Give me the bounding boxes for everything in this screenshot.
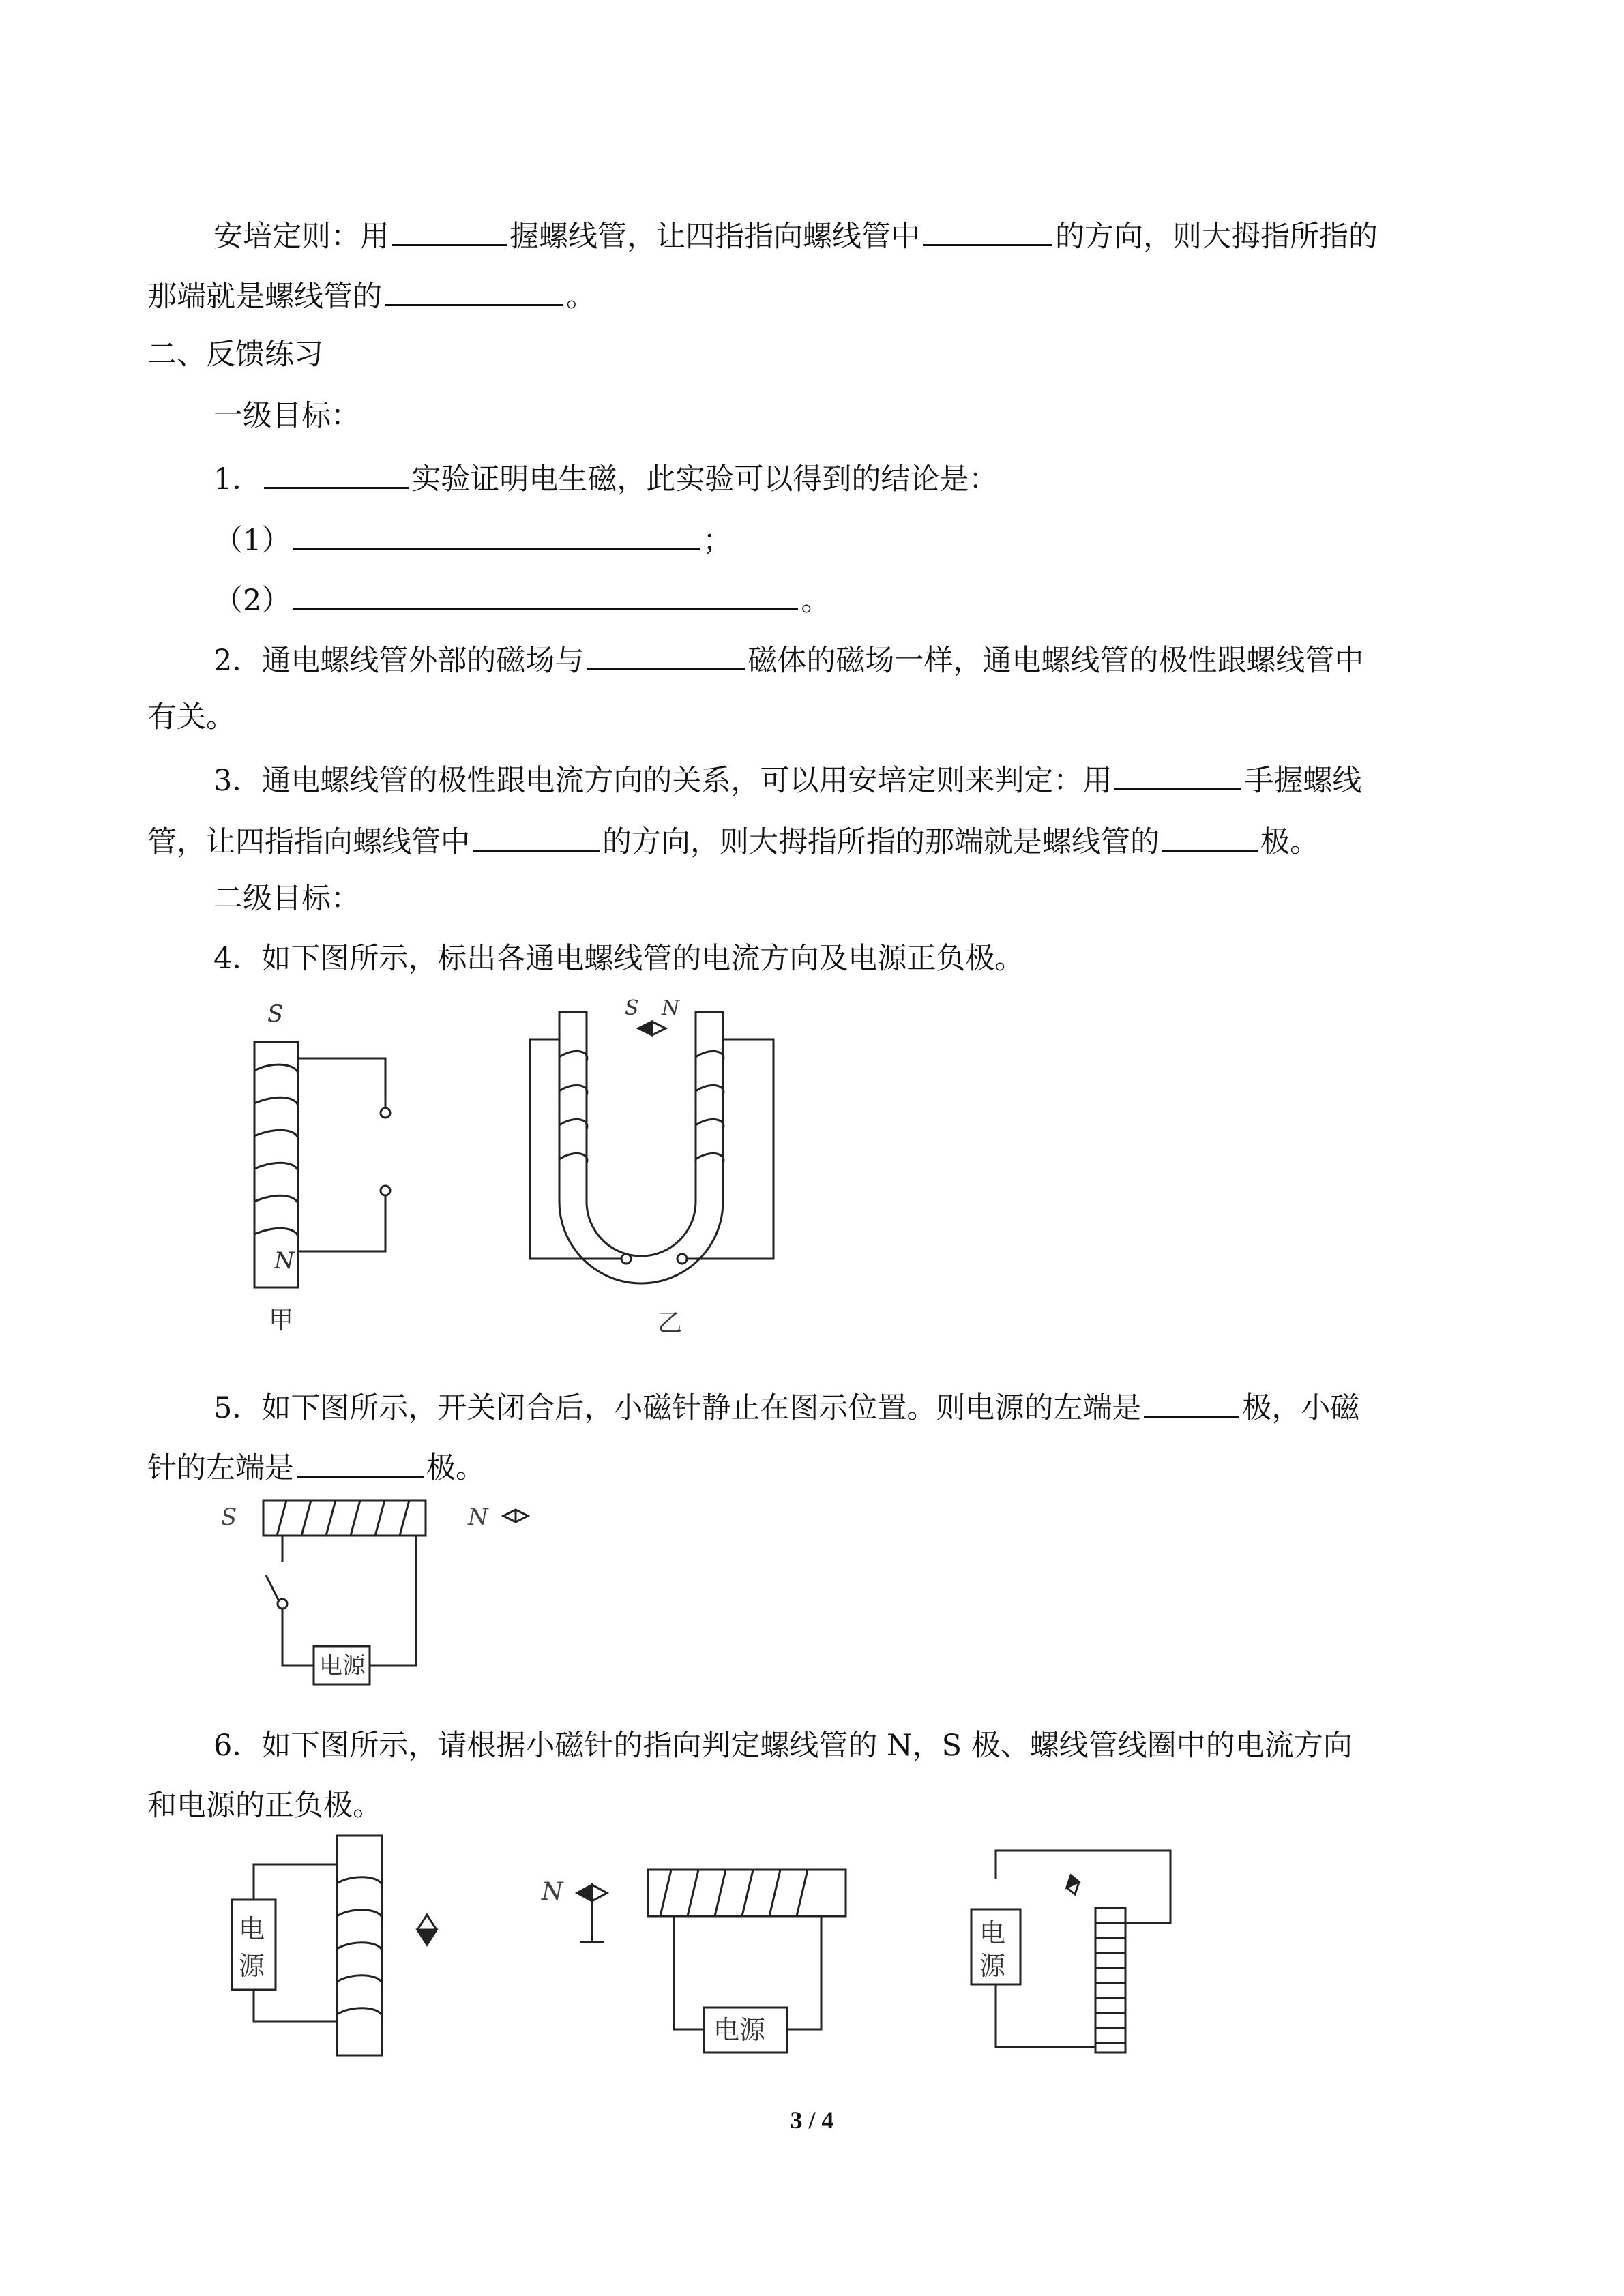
wire-bottom xyxy=(996,1984,1095,2047)
label-s: S xyxy=(221,1504,237,1531)
compass-needle-icon xyxy=(592,1885,607,1901)
power-source-label: 电源 xyxy=(713,2015,766,2045)
coil xyxy=(337,1877,383,2020)
terminal xyxy=(677,1254,687,1264)
text: 那端就是螺线管的 xyxy=(147,280,382,314)
power-source-label-2: 源 xyxy=(239,1951,265,1981)
switch-blade[interactable] xyxy=(266,1575,278,1600)
wire-top xyxy=(298,1058,385,1107)
terminal xyxy=(381,1186,390,1195)
wire-top xyxy=(996,1851,1170,1923)
level2-title: 二级目标： xyxy=(213,882,360,916)
label-n: N xyxy=(542,1878,563,1906)
compass-needle-dark-half xyxy=(577,1885,592,1901)
power-source-label: 电源 xyxy=(319,1652,366,1680)
question-6-line2: 和电源的正负极。 xyxy=(147,1789,382,1823)
wire-left xyxy=(674,1916,704,2029)
question-4: 4．如下图所示，标出各通电螺线管的电流方向及电源正负极。 xyxy=(213,942,1024,976)
text: 极。 xyxy=(1260,825,1319,859)
question-1 xyxy=(213,456,998,500)
text: 极。 xyxy=(426,1451,485,1485)
text: 。 xyxy=(801,584,831,618)
text: 管，让四指指向螺线管中 xyxy=(147,825,470,859)
power-source-label-2: 源 xyxy=(979,1951,1006,1981)
wire-bottom xyxy=(254,1990,337,2021)
text: 2．通电螺线管外部的磁场与 xyxy=(213,644,585,678)
answer-blank[interactable] xyxy=(1144,1384,1239,1418)
solenoid-jia xyxy=(254,1000,390,1335)
answer-blank[interactable] xyxy=(385,273,563,306)
answer-blank[interactable] xyxy=(1114,757,1241,790)
q6-figure-c xyxy=(971,1851,1170,2053)
terminal xyxy=(621,1254,631,1264)
question-2-line1 xyxy=(213,637,1363,681)
question-number: 1． xyxy=(213,462,262,496)
answer-blank[interactable] xyxy=(587,637,745,670)
figure-q4 xyxy=(232,996,818,1350)
text: 手握螺线 xyxy=(1244,764,1362,798)
text: 5．如下图所示，开关闭合后，小磁针静止在图示位置。则电源的左端是 xyxy=(213,1391,1142,1425)
page-number: 3 / 4 xyxy=(790,2106,834,2134)
coil xyxy=(254,1064,298,1240)
text: 握螺线管，让四指指向螺线管中 xyxy=(510,220,920,254)
power-source-label-1: 电 xyxy=(979,1918,1006,1948)
ampere-rule-line1 xyxy=(213,213,1378,257)
power-source-label-1: 电 xyxy=(239,1914,265,1944)
question-3-line2 xyxy=(147,818,1319,863)
answer-blank[interactable] xyxy=(1162,818,1258,852)
text: ； xyxy=(703,524,733,558)
question-2-line2: 有关。 xyxy=(147,700,235,734)
section-title: 二、反馈练习 xyxy=(147,338,323,372)
answer-blank[interactable] xyxy=(264,456,409,489)
text: 安培定则：用 xyxy=(213,220,389,254)
wire-left xyxy=(282,1609,314,1665)
text: 。 xyxy=(566,280,595,314)
caption-yi: 乙 xyxy=(658,1309,683,1337)
terminal xyxy=(381,1108,390,1118)
solenoid-yi xyxy=(530,996,773,1337)
answer-blank[interactable] xyxy=(473,818,600,852)
coil-left xyxy=(559,1051,587,1163)
label-s: S xyxy=(625,996,639,1020)
figure-q5 xyxy=(211,1487,566,1691)
solenoid-core xyxy=(1095,1908,1125,2053)
ampere-rule-line2 xyxy=(147,273,595,317)
caption-jia: 甲 xyxy=(269,1307,294,1335)
text: 3．通电螺线管的极性跟电流方向的关系，可以用安培定则来判定：用 xyxy=(213,764,1112,798)
text: （2） xyxy=(213,584,291,618)
q6-figure-b xyxy=(541,1870,846,2053)
switch-terminal xyxy=(278,1599,287,1609)
text: 极，小磁 xyxy=(1242,1391,1360,1425)
coil-right xyxy=(696,1051,724,1163)
wire-left xyxy=(530,1039,621,1259)
coil xyxy=(1095,1923,1125,2043)
text: 针的左端是 xyxy=(147,1451,294,1485)
text: 的方向，则大拇指所指的那端就是螺线管的 xyxy=(602,825,1160,859)
wire-right xyxy=(787,1916,821,2029)
question-5-line2 xyxy=(147,1444,485,1489)
level1-title: 一级目标： xyxy=(213,399,360,433)
coil xyxy=(277,1500,409,1536)
answer-blank[interactable] xyxy=(392,213,507,246)
wire-bottom xyxy=(298,1196,385,1251)
text: 的方向，则大拇指所指的 xyxy=(1055,220,1378,254)
answer-blank[interactable] xyxy=(923,213,1052,246)
question-5-line1 xyxy=(213,1384,1359,1429)
question-1-sub1 xyxy=(213,517,732,561)
wire-top xyxy=(254,1864,337,1900)
compass-needle-dark-half xyxy=(638,1022,652,1035)
label-n: N xyxy=(274,1247,295,1274)
q6-figure-a xyxy=(232,1836,437,2055)
answer-blank[interactable] xyxy=(293,577,798,610)
text: （1） xyxy=(213,524,291,558)
label-n: N xyxy=(468,1504,488,1531)
answer-blank[interactable] xyxy=(297,1444,424,1478)
label-n: N xyxy=(662,996,680,1020)
answer-blank[interactable] xyxy=(293,517,700,550)
question-1-sub2 xyxy=(213,577,830,621)
text: 磁体的磁场一样，通电螺线管的极性跟螺线管中 xyxy=(748,644,1364,678)
figure-q6 xyxy=(218,1834,1200,2066)
wire-right xyxy=(370,1536,416,1665)
label-s: S xyxy=(267,1000,284,1028)
coil xyxy=(660,1870,808,1916)
compass-needle-dark-half xyxy=(417,1930,437,1945)
wire-right xyxy=(688,1039,773,1259)
question-3-line1 xyxy=(213,757,1361,801)
text: 实验证明电生磁，此实验可以得到的结论是： xyxy=(411,462,999,496)
question-6-line1: 6．如下图所示，请根据小磁针的指向判定螺线管的 N，S 极、螺线管线圈中的电流方向 xyxy=(213,1729,1353,1763)
